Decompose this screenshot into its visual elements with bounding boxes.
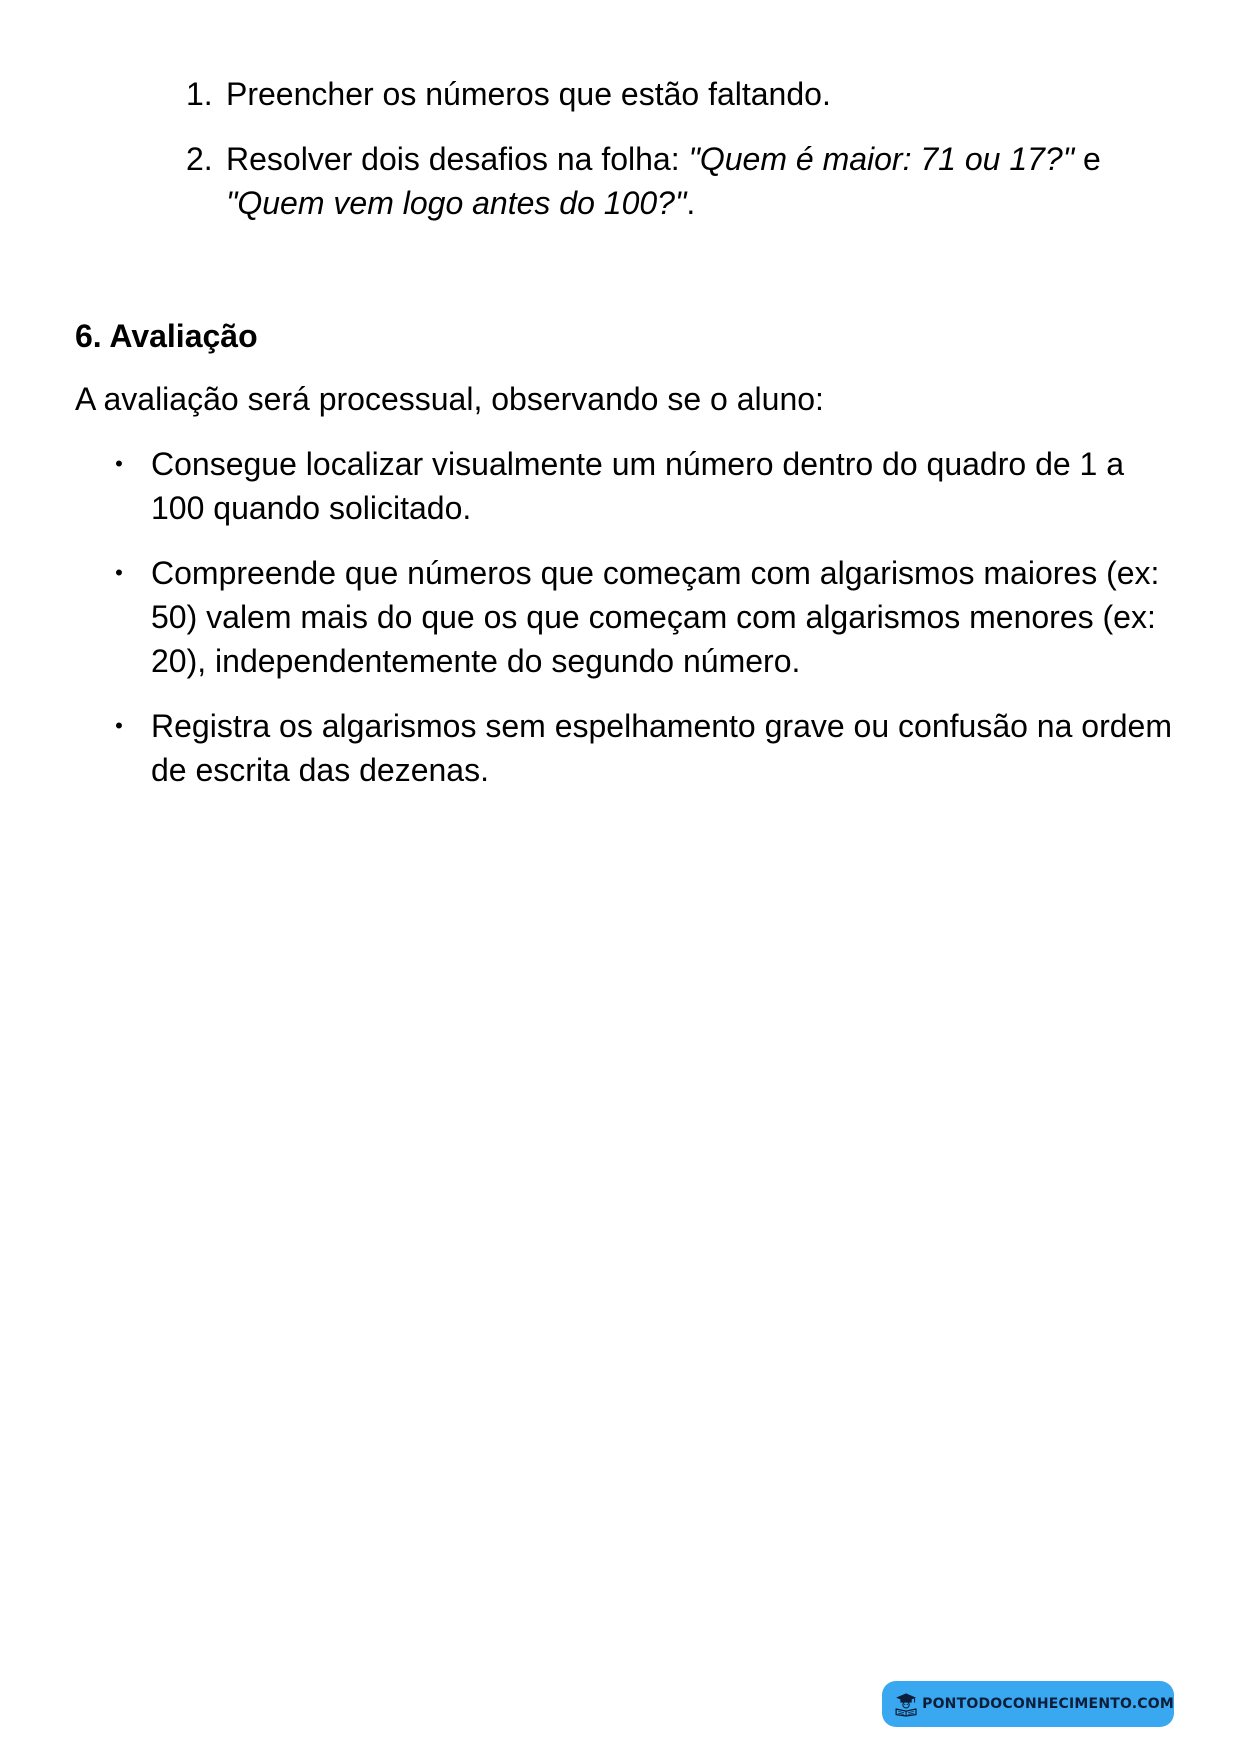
list-item-text-start: Resolver dois desafios na folha: — [226, 141, 689, 177]
bullet-text: Compreende que números que começam com algarismos maiores (ex: 50) valem mais do que os que começam com algarismos menores (ex: 20), independentemente do segundo número. — [151, 555, 1160, 679]
bullet-text: Consegue localizar visualmente um número dentro do quadro de 1 a 100 quando solicitado. — [151, 446, 1125, 526]
list-item-text-end: . — [686, 185, 696, 221]
logo-text: PONTODOCONHECIMENTO.COM — [922, 1696, 1174, 1712]
list-number: 2. — [186, 141, 213, 177]
bullet-point: • — [115, 451, 123, 476]
bullet-point: • — [115, 713, 123, 738]
list-item-text-middle: e — [1074, 141, 1101, 177]
challenge-quote-2: "Quem vem logo antes do 100?" — [226, 185, 687, 221]
graduate-book-icon — [894, 1687, 918, 1721]
challenge-quote-1: "Quem é maior: 71 ou 17?" — [688, 141, 1075, 177]
list-item-text — [226, 137, 1166, 225]
list-number: 1. — [186, 76, 213, 112]
list-item-text: Preencher os números que estão faltando. — [226, 76, 831, 112]
section-heading: 6. Avaliação — [75, 318, 258, 354]
site-logo-badge[interactable] — [882, 1681, 1174, 1727]
section-intro: A avaliação será processual, observando se o aluno: — [75, 381, 824, 417]
bullet-point: • — [115, 560, 123, 585]
bullet-text: Registra os algarismos sem espelhamento grave ou confusão na ordem de escrita das dezenas. — [151, 708, 1172, 788]
